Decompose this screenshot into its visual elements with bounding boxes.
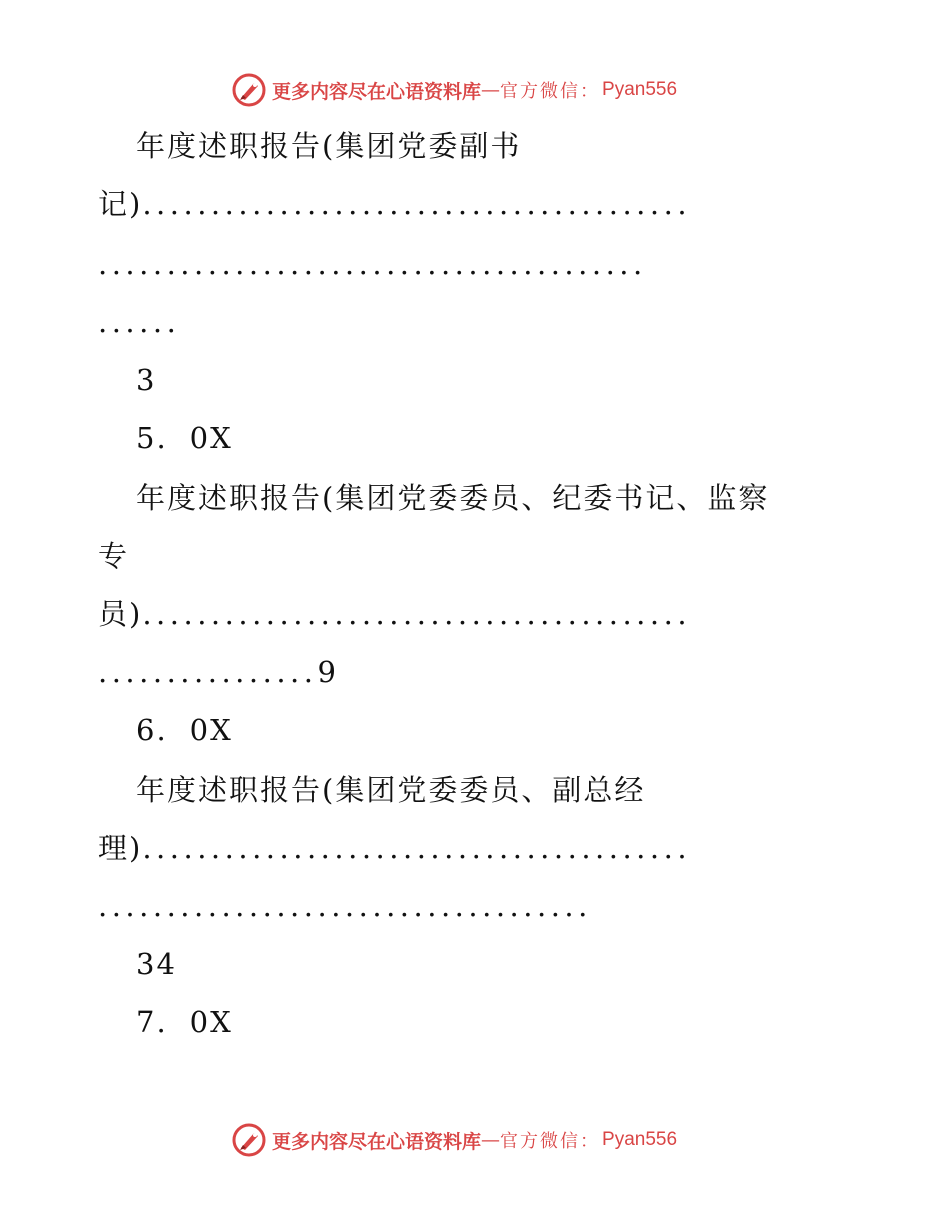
toc-entry6-number: 6.: [136, 713, 168, 747]
pen-logo-icon: [232, 1123, 266, 1157]
banner-separator: —: [481, 1129, 501, 1151]
toc-entry5-heading: [136, 420, 233, 456]
toc-entry7-number: 7.: [136, 1005, 168, 1039]
toc-entry5-page-number: 9: [317, 655, 338, 689]
toc-entry5-title-line3-prefix: 员): [98, 597, 143, 631]
banner-main-text: 更多内容尽在心语资料库: [272, 1130, 482, 1153]
toc-entry4-title-line2-prefix: 记): [98, 187, 143, 221]
footer-banner: [232, 1122, 677, 1158]
banner-wechat-label: 官方微信：: [500, 81, 601, 102]
toc-entry5-title-line1: 年度述职报告(集团党委委员、纪委书记、监察: [136, 481, 770, 515]
toc-entry4-leader-dots-3: [98, 304, 180, 340]
toc-entry6-leader-dots-2: ....................................: [98, 889, 592, 923]
banner-wechat-id: Pyan556: [602, 79, 678, 100]
toc-entry5-leader-dots-2: ................: [98, 655, 318, 689]
toc-entry4-title-line1: 年度述职报告(集团党委副书: [136, 129, 522, 163]
toc-entry6-title-line2: [98, 830, 691, 866]
toc-entry6-title-line2-prefix: 理): [98, 831, 143, 865]
banner-main-text: 更多内容尽在心语资料库: [272, 80, 482, 103]
toc-entry7-year: 0X: [189, 1005, 233, 1039]
toc-entry4-leader-dots-1: ........................................: [142, 187, 692, 221]
toc-entry6-leader-line2: [98, 888, 592, 924]
header-banner: [232, 72, 677, 108]
toc-entry4-leader-dots-2-text: ........................................: [98, 247, 647, 281]
toc-entry6-year: 0X: [189, 713, 233, 747]
toc-entry6-title-line1: 年度述职报告(集团党委委员、副总经: [136, 773, 646, 807]
toc-entry5-number: 5.: [136, 421, 168, 455]
toc-entry4-leader-dots-2: [98, 246, 647, 282]
toc-entry6-page-number: 34: [136, 947, 177, 981]
banner-wechat-id: Pyan556: [602, 1129, 678, 1150]
toc-entry5-title-line3: [98, 596, 691, 632]
pen-logo-icon: [232, 73, 266, 107]
toc-entry4-page-number: 3: [136, 363, 157, 397]
toc-entry5-year: 0X: [189, 421, 233, 455]
banner-wechat-label: 官方微信：: [500, 1131, 601, 1152]
toc-entry7-heading: [136, 1004, 233, 1040]
toc-entry4-title-line2: [98, 186, 691, 222]
toc-entry4-leader-dots-3-text: ......: [98, 305, 181, 339]
toc-entry5-leader-dots-1: ........................................: [142, 597, 692, 631]
banner-separator: —: [481, 79, 501, 101]
toc-entry5-title-line2: 专: [98, 539, 130, 573]
toc-entry5-leader-line2: [98, 654, 338, 690]
toc-entry6-heading: [136, 712, 233, 748]
toc-entry6-leader-dots-1: ........................................: [142, 831, 692, 865]
